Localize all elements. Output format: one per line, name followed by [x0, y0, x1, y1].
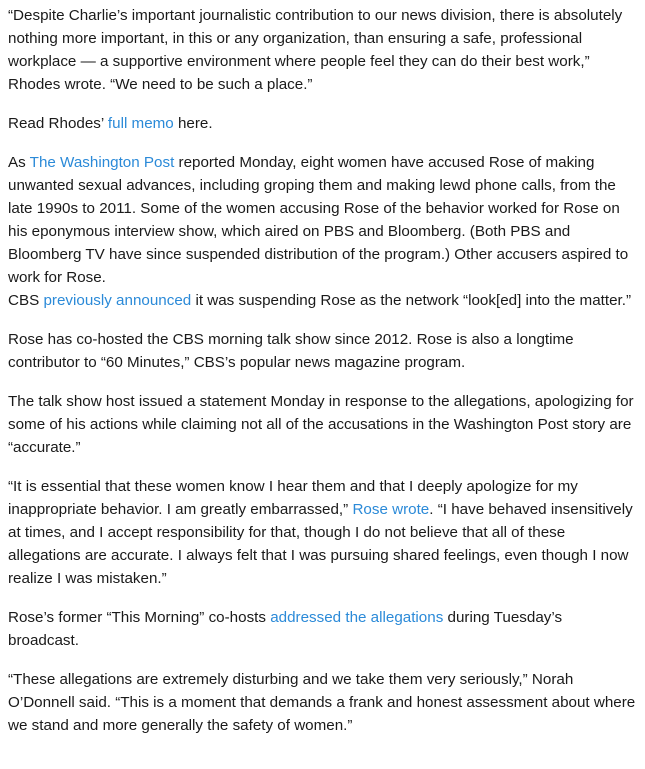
- paragraph-text: Rose’s former “This Morning” co-hosts: [8, 609, 271, 626]
- paragraph-text: . “I have behaved insensitively at times, and I accept responsibility for that, though I do not believe that all of these allegations are accurate. I always felt that I was pursuing shared feelings, even though I now realize I was mistaken.”: [8, 501, 633, 587]
- rose-wrote-link[interactable]: Rose wrote: [352, 501, 430, 518]
- paragraph-text: “It is essential that these women know I hear them and that I deeply apologize for my inappropriate behavior. I am greatly embarrassed,”: [8, 478, 578, 518]
- paragraph-text: “These allegations are extremely disturbing and we take them very seriously,” Norah O’Donnell said. “This is a moment that demands a frank and honest assessment about where we stand and more generally the safety of women.”: [8, 671, 636, 734]
- paragraph-washington-post-report: [8, 151, 637, 289]
- paragraph-cbs-suspension: [8, 289, 637, 312]
- paragraph-text: here.: [173, 115, 213, 132]
- paragraph-read-memo: [8, 112, 637, 135]
- paragraph-text: The talk show host issued a statement Monday in response to the allegations, apologizing for some of his actions while claiming not all of the accusations in the Washington Post story are “accurate.”: [8, 393, 634, 456]
- paragraph-text: reported Monday, eight women have accused Rose of making unwanted sexual advances, including groping them and making lewd phone calls, from the late 1990s to 2011. Some of the women accusing Rose of the behavior worked for Rose on his eponymous interview show, which aired on PBS and Bloomberg. (Both PBS and Bloomberg TV have since suspended distribution of the program.) Other accusers aspired to work for Rose.: [8, 154, 629, 286]
- paragraph-text: it was suspending Rose as the network “look[ed] into the matter.”: [191, 292, 632, 309]
- paragraph-cohosts: [8, 606, 637, 652]
- washington-post-link[interactable]: The Washington Post: [29, 154, 175, 171]
- paragraph-odonnell-quote: [8, 668, 637, 737]
- paragraph-rose-quote: [8, 475, 637, 590]
- addressed-allegations-link[interactable]: addressed the allegations: [270, 609, 444, 626]
- paragraph-rhodes-quote: [8, 4, 637, 96]
- previously-announced-link[interactable]: previously announced: [43, 292, 192, 309]
- paragraph-text: As: [8, 154, 30, 171]
- paragraph-text: “Despite Charlie’s important journalistic contribution to our news division, there is absolutely nothing more important, in this or any organization, than ensuring a safe, professional workplace — a supportive environment where people feel they can do their best work,” Rhodes wrote. “We need to be such a place.”: [8, 7, 623, 93]
- paragraph-rose-cohost: [8, 328, 637, 374]
- paragraph-text: during Tuesday’s broadcast.: [8, 609, 563, 649]
- paragraph-text: Read Rhodes’: [8, 115, 108, 132]
- paragraph-statement: [8, 390, 637, 459]
- full-memo-link[interactable]: full memo: [107, 115, 174, 132]
- paragraph-text: Rose has co-hosted the CBS morning talk show since 2012. Rose is also a longtime contributor to “60 Minutes,” CBS’s popular news magazine program.: [8, 331, 574, 371]
- paragraph-text: CBS: [8, 292, 44, 309]
